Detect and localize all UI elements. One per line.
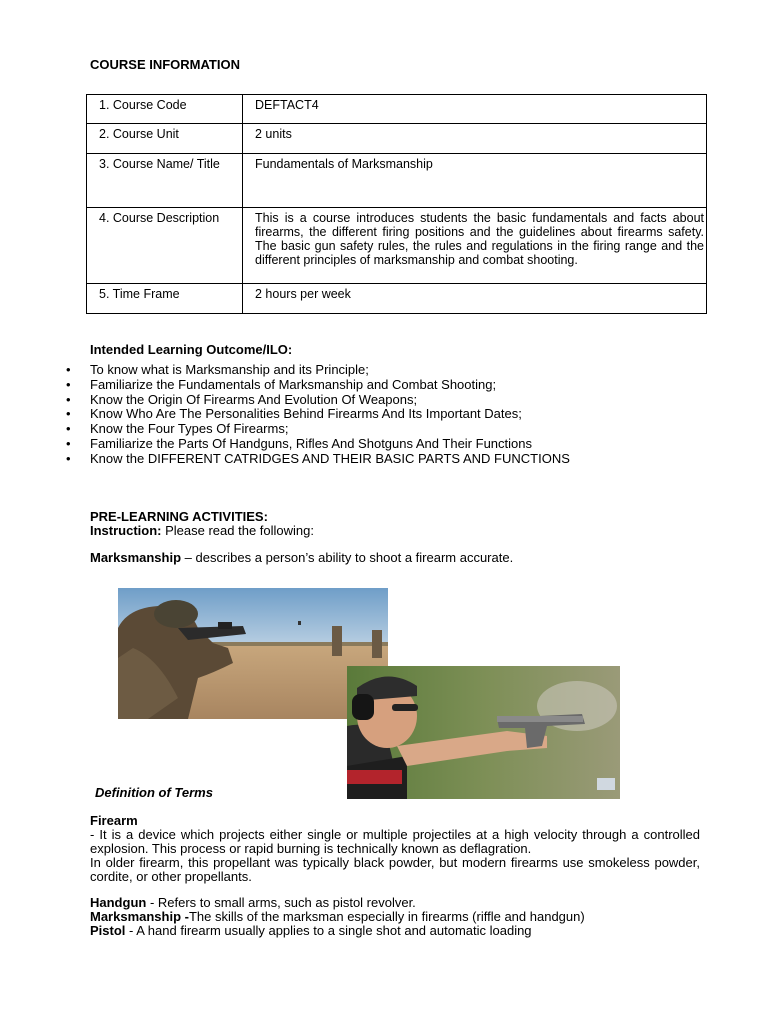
instruction-line: Instruction: Please read the following: xyxy=(90,523,314,538)
terms-list xyxy=(90,896,585,939)
pistol-shooter-photo xyxy=(347,666,620,799)
list-item: • Know the Four Types Of Firearms; xyxy=(66,421,289,437)
term-handgun: Handgun - Refers to small arms, such as pistol revolver. xyxy=(90,895,416,910)
row-label: 3. Course Name/ Title xyxy=(87,154,243,208)
bullet-icon: • xyxy=(66,391,71,407)
table-row xyxy=(87,95,707,124)
term-pistol: Pistol - A hand firearm usually applies to a single shot and automatic loading xyxy=(90,923,532,939)
list-item: • Know Who Are The Personalities Behind Firearms And Its Important Dates; xyxy=(66,406,522,422)
bullet-icon: • xyxy=(66,450,71,466)
row-value: This is a course introduces students the basic fundamentals and facts about firearms, the different firing positions and the guidelines about firearms safety. The basic gun safety rules, the rules and regulations in the firing range and the different principles of marksmanship and combat shooting. xyxy=(243,208,707,284)
list-item: • Know the Origin Of Firearms And Evolution Of Weapons; xyxy=(66,391,418,407)
table-row xyxy=(87,124,707,154)
list-item: • Familiarize the Fundamentals of Marksmanship and Combat Shooting; xyxy=(66,376,497,392)
ilo-heading: Intended Learning Outcome/ILO: xyxy=(90,342,293,357)
row-label: 4. Course Description xyxy=(87,208,243,284)
row-value: DEFTACT4 xyxy=(243,95,707,124)
term-marksmanship: Marksmanship -The skills of the marksman especially in firearms (riffle and handgun) xyxy=(90,909,585,925)
row-value: Fundamentals of Marksmanship xyxy=(243,154,707,208)
row-value: 2 hours per week xyxy=(243,284,707,314)
definitions-heading: Definition of Terms xyxy=(95,785,213,800)
bullet-icon: • xyxy=(66,421,71,437)
firearm-line-2: In older firearm, this propellant was typically black powder, but modern firearms use smokeless powder, cordite, or other propellants. xyxy=(90,855,700,884)
section-title: COURSE INFORMATION xyxy=(90,57,240,72)
row-value: 2 units xyxy=(243,124,707,154)
list-item: • To know what is Marksmanship and its Principle; xyxy=(66,362,369,377)
ilo-list xyxy=(62,363,570,467)
firearm-term: Firearm xyxy=(90,813,138,828)
row-label: 5. Time Frame xyxy=(87,284,243,314)
firearm-definition xyxy=(90,828,700,884)
table-row xyxy=(87,154,707,208)
course-info-table xyxy=(86,94,707,314)
bullet-icon: • xyxy=(66,435,71,451)
list-item: • Know the DIFFERENT CATRIDGES AND THEIR BASIC PARTS AND FUNCTIONS xyxy=(66,450,570,466)
marksmanship-definition: Marksmanship – describes a person’s ability to shoot a firearm accurate. xyxy=(90,550,514,565)
bullet-icon: • xyxy=(66,406,71,422)
list-item: • Familiarize the Parts Of Handguns, Rifles And Shotguns And Their Functions xyxy=(66,435,532,451)
bullet-icon: • xyxy=(66,376,71,392)
pre-learning-heading: PRE-LEARNING ACTIVITIES: xyxy=(90,509,268,524)
bullet-icon: • xyxy=(66,362,71,377)
firearm-line-1: - It is a device which projects either single or multiple projectiles at a high velocity through a controlled explosion. This process or rapid burning is technically known as deflagration. xyxy=(90,827,700,856)
row-label: 1. Course Code xyxy=(87,95,243,124)
table-row xyxy=(87,284,707,314)
table-row xyxy=(87,208,707,284)
row-label: 2. Course Unit xyxy=(87,124,243,154)
